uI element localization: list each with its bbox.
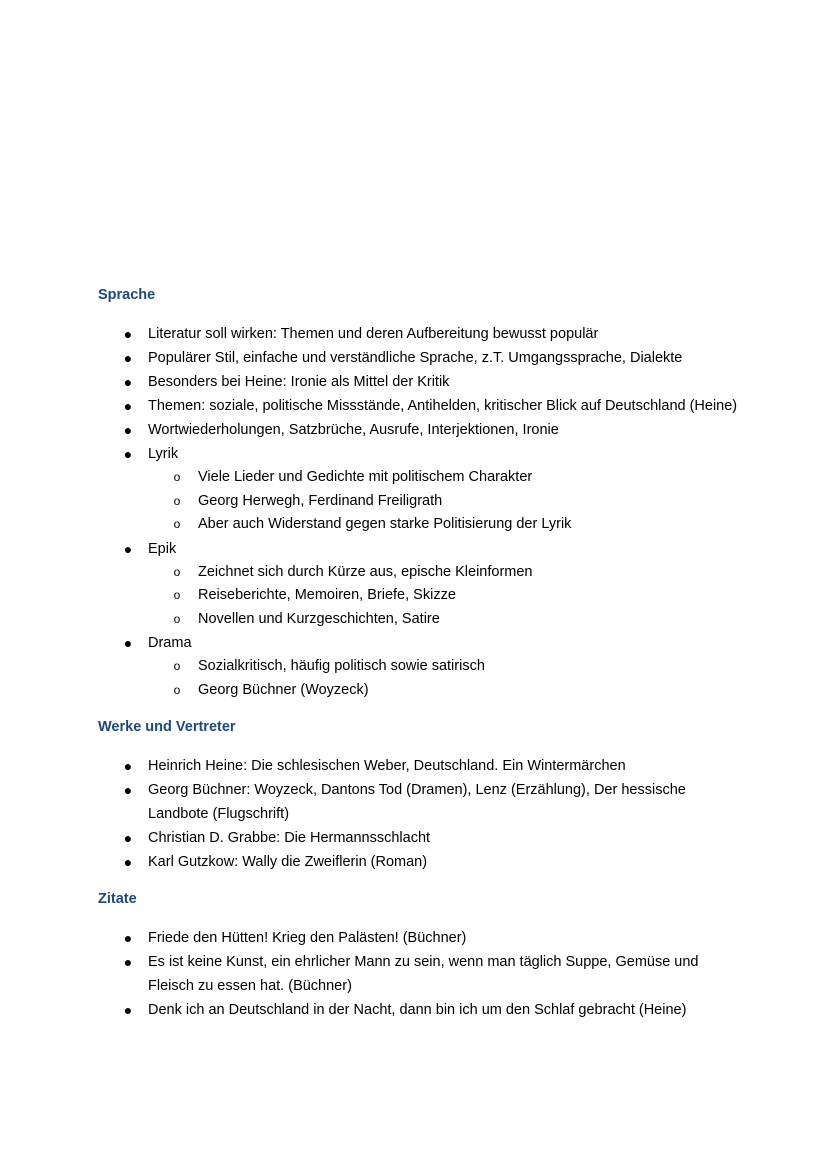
circle-bullet-icon: o	[173, 517, 181, 531]
sub-list-item	[148, 561, 738, 585]
list-item-text: Heinrich Heine: Die schlesischen Weber, Deutschland. Ein Wintermärchen	[148, 758, 626, 774]
list-item	[98, 926, 738, 950]
bullet-icon: ●	[123, 326, 133, 342]
bullet-list	[98, 754, 738, 874]
list-item	[98, 322, 738, 346]
document-content	[98, 284, 738, 1036]
list-item-lyrik	[98, 442, 738, 537]
list-item-text: Karl Gutzkow: Wally die Zweiflerin (Roman)	[148, 854, 428, 870]
sub-list-item-text: Aber auch Widerstand gegen starke Politisierung der Lyrik	[198, 516, 572, 532]
sub-list	[148, 655, 738, 702]
list-item	[98, 370, 738, 394]
bullet-icon: ●	[123, 854, 133, 870]
bullet-icon: ●	[123, 540, 133, 557]
section-werke-und-vertreter	[98, 716, 738, 874]
list-item	[98, 850, 738, 874]
sub-list-item-text: Zeichnet sich durch Kürze aus, epische Kleinformen	[198, 563, 533, 580]
sub-list-item-text: Viele Lieder und Gedichte mit politischem Charakter	[198, 469, 533, 485]
sub-list-item	[148, 584, 738, 608]
bullet-icon: ●	[123, 930, 133, 946]
circle-bullet-icon: o	[173, 611, 181, 626]
circle-bullet-icon: o	[173, 682, 181, 697]
bullet-icon: ●	[123, 350, 133, 366]
list-item	[98, 754, 738, 778]
list-item-text: Christian D. Grabbe: Die Hermannsschlacht	[148, 830, 431, 846]
list-item	[98, 394, 738, 418]
section-sprache	[98, 284, 738, 702]
bullet-icon: ●	[123, 954, 133, 970]
sub-list-item	[148, 679, 738, 703]
circle-bullet-icon: o	[173, 493, 181, 508]
list-item-text: Besonders bei Heine: Ironie als Mittel der Kritik	[148, 374, 450, 390]
sub-list-item	[148, 608, 738, 632]
section-zitate	[98, 888, 738, 1022]
list-item-text: Literatur soll wirken: Themen und deren Aufbereitung bewusst populär	[148, 326, 599, 342]
sub-list-item	[148, 490, 738, 514]
list-item-epik	[98, 537, 738, 632]
list-item-text: Themen: soziale, politische Missstände, Antihelden, kritischer Blick auf Deutschland (Heine)	[148, 398, 738, 414]
bullet-icon: ●	[123, 758, 133, 774]
circle-bullet-icon: o	[173, 470, 181, 484]
bullet-icon: ●	[123, 635, 133, 651]
list-item	[98, 418, 738, 442]
section-heading: Zitate	[98, 891, 137, 907]
list-item	[98, 950, 738, 998]
bullet-icon: ●	[123, 782, 133, 798]
bullet-icon: ●	[123, 422, 133, 438]
list-item-text: Lyrik	[148, 446, 179, 462]
bullet-list	[98, 322, 738, 702]
sub-list	[148, 561, 738, 632]
list-item-text: Populärer Stil, einfache und verständliche Sprache, z.T. Umgangssprache, Dialekte	[148, 350, 683, 366]
circle-bullet-icon: o	[173, 588, 181, 602]
section-heading: Sprache	[98, 287, 156, 303]
sub-list-item	[148, 513, 738, 537]
circle-bullet-icon: o	[173, 659, 181, 673]
bullet-list	[98, 926, 738, 1022]
sub-list-item-text: Georg Büchner (Woyzeck)	[198, 681, 369, 698]
list-item-drama	[98, 631, 738, 702]
list-item-text: Denk ich an Deutschland in der Nacht, dann bin ich um den Schlaf gebracht (Heine)	[148, 1002, 687, 1018]
sub-list-item-text: Sozialkritisch, häufig politisch sowie satirisch	[198, 658, 485, 674]
list-item	[98, 778, 738, 826]
sub-list-item	[148, 655, 738, 679]
bullet-icon: ●	[123, 1002, 133, 1018]
list-item-text: Wortwiederholungen, Satzbrüche, Ausrufe, Interjektionen, Ironie	[148, 422, 559, 438]
section-heading: Werke und Vertreter	[98, 719, 236, 735]
bullet-icon: ●	[123, 830, 133, 846]
list-item-text: Es ist keine Kunst, ein ehrlicher Mann zu sein, wenn man täglich Suppe, Gemüse und Fleisch zu essen hat. (Büchner)	[148, 954, 699, 994]
list-item-text: Georg Büchner: Woyzeck, Dantons Tod (Dramen), Lenz (Erzählung), Der hessische Landbote (Flugschrift)	[148, 782, 686, 822]
list-item-text: Epik	[148, 540, 177, 557]
bullet-icon: ●	[123, 398, 133, 414]
sub-list-item	[148, 466, 738, 490]
sub-list-item-text: Reiseberichte, Memoiren, Briefe, Skizze	[198, 587, 456, 603]
bullet-icon: ●	[123, 374, 133, 390]
list-item-text: Friede den Hütten! Krieg den Palästen! (Büchner)	[148, 930, 467, 946]
list-item-text: Drama	[148, 635, 192, 651]
sub-list	[148, 466, 738, 537]
bullet-icon: ●	[123, 446, 133, 462]
list-item	[98, 826, 738, 850]
circle-bullet-icon: o	[173, 564, 181, 579]
list-item	[98, 346, 738, 370]
sub-list-item-text: Novellen und Kurzgeschichten, Satire	[198, 610, 440, 627]
sub-list-item-text: Georg Herwegh, Ferdinand Freiligrath	[198, 492, 443, 509]
list-item	[98, 998, 738, 1022]
